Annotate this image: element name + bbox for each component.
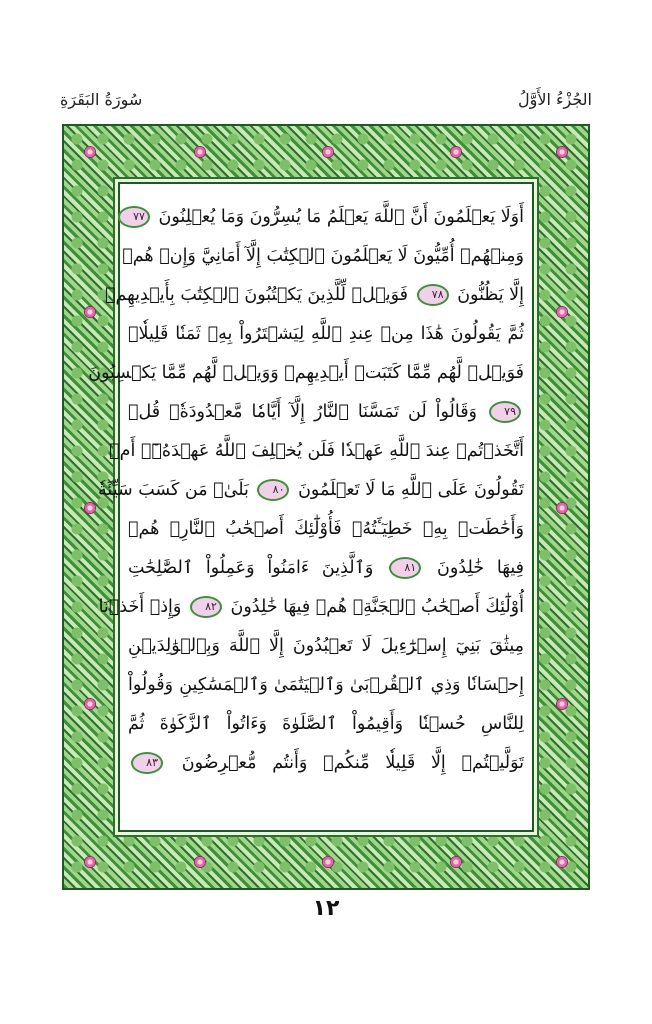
text-line: إِلَّا يَظُنُّونَ ٧٨ فَوَيۡلٞ لِّلَّذِينَ يَكۡتُبُونَ ٱلۡكِتَٰبَ بِأَيۡدِيهِمۡ [104, 285, 524, 305]
text-panel [88, 182, 534, 832]
text-line: تَوَلَّيۡتُمۡ إِلَّا قَلِيلٗا مِّنكُمۡ وَأَنتُم مُّعۡرِضُونَ ٨٣ [128, 744, 524, 783]
corner-rose-icon [84, 856, 96, 868]
corner-rose-icon [556, 856, 568, 868]
text-line: إِحۡسَانٗا وَذِي ٱلۡقُرۡبَىٰ وَٱلۡيَتَٰمَىٰ وَٱلۡمَسَٰكِينِ وَقُولُواْ [128, 675, 524, 695]
ayah-number-marker: ٧٩ [489, 401, 521, 423]
ayah-number-marker: ٧٨ [417, 284, 449, 306]
ayah-number-marker: ٨٠ [257, 479, 289, 501]
border-rose-icon [84, 698, 96, 710]
ayah-number-marker: ٨٢ [190, 596, 222, 618]
border-rose-icon [450, 856, 462, 868]
ayah-number-marker: ٨١ [389, 557, 421, 579]
border-rose-icon [450, 146, 462, 158]
text-line: فِيهَا خَٰلِدُونَ ٨١ وَٱلَّذِينَ ءَامَنُواْ وَعَمِلُواْ ٱلصَّٰلِحَٰتِ [128, 558, 524, 578]
text-line: ٧٩ وَقَالُواْ لَن تَمَسَّنَا ٱلنَّارُ إِلَّآ أَيَّامٗا مَّعۡدُودَةٗۚ قُلۡ [128, 393, 524, 432]
page-number: ١٢ [312, 896, 340, 921]
ayah-number-marker: ٨٣ [131, 752, 163, 774]
corner-rose-icon [556, 146, 568, 158]
text-line: أَوَلَا يَعۡلَمُونَ أَنَّ ٱللَّهَ يَعۡلَمُ مَا يُسِرُّونَ وَمَا يُعۡلِنُونَ ٧٧ [128, 198, 524, 237]
text-line: لِلنَّاسِ حُسۡنٗا وَأَقِيمُواْ ٱلصَّلَوٰةَ وَءَاتُواْ ٱلزَّكَوٰةَ ثُمَّ [128, 714, 524, 734]
border-rose-icon [556, 502, 568, 514]
border-rose-icon [556, 698, 568, 710]
border-rose-icon [322, 146, 334, 158]
juz-title: الجُزْءُ الأَوَّلُ [517, 89, 592, 109]
text-line: ثُمَّ يَقُولُونَ هَٰذَا مِنۡ عِندِ ٱللَّهِ لِيَشۡتَرُواْ بِهِۦ ثَمَنٗا قَلِيلٗاۖ [128, 324, 524, 344]
border-rose-icon [194, 856, 206, 868]
text-line: مِيثَٰقَ بَنِيٓ إِسۡرَٰٓءِيلَ لَا تَعۡبُدُونَ إِلَّا ٱللَّهَ وَبِٱلۡوَٰلِدَيۡنِ [128, 636, 524, 656]
text-line: تَقُولُونَ عَلَى ٱللَّهِ مَا لَا تَعۡلَمُونَ ٨٠ بَلَىٰۚ مَن كَسَبَ سَيِّئَةٗ [98, 480, 524, 500]
ayah-number-marker: ٧٧ [118, 206, 150, 228]
surah-title: سُورَةُ البَقَرَةِ [60, 89, 143, 109]
border-rose-icon [84, 502, 96, 514]
quran-text [88, 198, 524, 783]
border-rose-icon [84, 306, 96, 318]
decorative-frame [62, 124, 590, 890]
border-rose-icon [194, 146, 206, 158]
corner-rose-icon [84, 146, 96, 158]
text-line: أَتَّخَذۡتُمۡ عِندَ ٱللَّهِ عَهۡدٗا فَلَن يُخۡلِفَ ٱللَّهُ عَهۡدَهُۥٓۖ أَمۡ [109, 441, 524, 461]
text-line: وَأَحَٰطَتۡ بِهِۦ خَطِيٓـَٔتُهُۥ فَأُوْلَٰٓئِكَ أَصۡحَٰبُ ٱلنَّارِۖ هُمۡ [128, 519, 524, 539]
border-rose-icon [322, 856, 334, 868]
page-header [60, 84, 592, 114]
text-line: أُوْلَٰٓئِكَ أَصۡحَٰبُ ٱلۡجَنَّةِۖ هُمۡ فِيهَا خَٰلِدُونَ ٨٢ وَإِذۡ أَخَذۡنَا [98, 597, 524, 617]
text-line: وَمِنۡهُمۡ أُمِّيُّونَ لَا يَعۡلَمُونَ ٱلۡكِتَٰبَ إِلَّآ أَمَانِيَّ وَإِنۡ هُمۡ [122, 246, 524, 266]
border-rose-icon [556, 306, 568, 318]
text-line: فَوَيۡلٞ لَّهُم مِّمَّا كَتَبَتۡ أَيۡدِيهِمۡ وَوَيۡلٞ لَّهُم مِّمَّا يَكۡسِبُونَ [88, 363, 524, 383]
